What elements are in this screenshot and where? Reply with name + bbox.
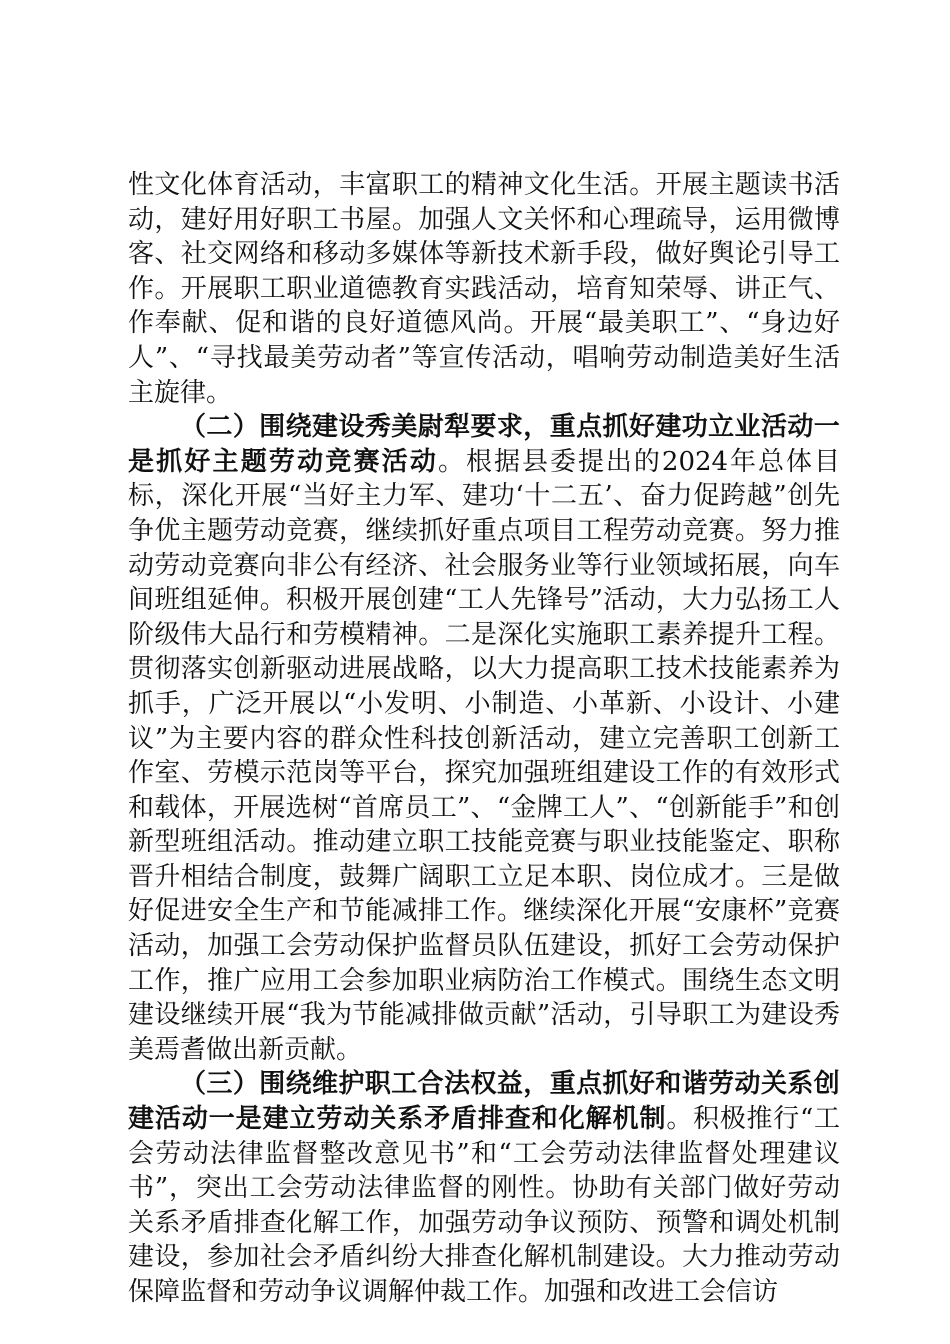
section-three-heading: （三）围绕维护职工合法权益，重点抓好和谐劳动关系创建活动一是建立劳动关系矛盾排查和化解机制	[128, 1069, 840, 1135]
paragraph-section-three	[128, 1067, 840, 1309]
section-two-heading: （二）围绕建设秀美尉犁要求，重点抓好建功立业活动一是抓好主题劳动竞赛活动	[128, 412, 840, 477]
paragraph-culture-activities	[128, 168, 840, 410]
paragraph-text: 。根据县委提出的2024年总体目标，深化开展“当好主力军、建功‘十二五’、奋力促跨越”创先争优主题劳动竞赛，继续抓好重点项目工程劳动竞赛。努力推动劳动竞赛向非公有经济、社会服务业等行业领域拓展，向车间班组延伸。积极开展创建“工人先锋号”活动，大力弘扬工人阶级伟大品行和劳模精神。二是深化实施职工素养提升工程。贯彻落实创新驱动进展战略，以大力提高职工技术技能素养为抓手，广泛开展以“小发明、小制造、小革新、小设计、小建议”为主要内容的群众性科技创新活动，建立完善职工创新工作室、劳模示范岗等平台，探究加强班组建设工作的有效形式和载体，开展选树“首席员工”、“金牌工人”、“创新能手”和创新型班组活动。推动建立职工技能竞赛与职业技能鉴定、职称晋升相结合制度，鼓舞广阔职工立足本职、岗位成才。三是做好促进安全生产和节能减排工作。继续深化开展“安康杯”竞赛活动，加强工会劳动保护监督员队伍建设，抓好工会劳动保护工作，推广应用工会参加职业病防治工作模式。围绕生态文明建设继续开展“我为节能减排做贡献”活动，引导职工为建设秀美焉耆做出新贡献。	[128, 446, 841, 1065]
paragraph-text: 。积极推行“工会劳动法律监督整改意见书”和“工会劳动法律监督处理建议书”，突出工会劳动法律监督的刚性。协助有关部门做好劳动关系矛盾排查化解工作，加强劳动争议预防、预警和调处机制建设，参加社会矛盾纠纷大排查化解机制建设。大力推动劳动保障监督和劳动争议调解仲裁工作。加强和改进工会信访	[128, 1104, 840, 1307]
paragraph-section-two	[128, 410, 840, 1067]
document-page	[128, 168, 840, 1310]
paragraph-text: 性文化体育活动，丰富职工的精神文化生活。开展主题读书活动，建好用好职工书屋。加强人文关怀和心理疏导，运用微博客、社交网络和移动多媒体等新技术新手段，做好舆论引导工作。开展职工职业道德教育实践活动，培育知荣辱、讲正气、作奉献、促和谐的良好道德风尚。开展“最美职工”、“身边好人”、“寻找最美劳动者”等宣传活动，唱响劳动制造美好生活主旋律。	[128, 170, 840, 408]
